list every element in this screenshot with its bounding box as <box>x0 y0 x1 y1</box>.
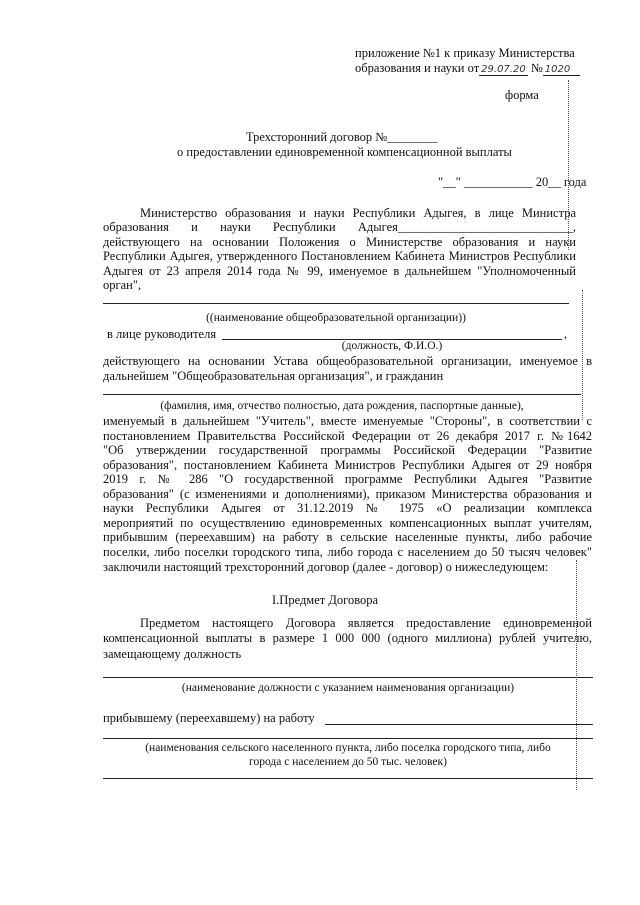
org-name-caption: ((наименование общеобразовательной организации)) <box>206 312 466 324</box>
intro-line: Республики Адыгея, утвержденного Постановлением Кабинета Министров Республики <box>103 249 576 263</box>
citizen-caption: (фамилия, имя, отчество полностью, дата рождения, паспортные данные), <box>160 400 524 412</box>
scan-edge-mark <box>582 290 583 420</box>
citizen-line: мероприятий по осуществлению единовременных компенсационных выплат учителям, <box>103 516 592 530</box>
arrived-label: прибывшему (переехавшему) на работу <box>103 711 315 725</box>
subject-line: Предметом настоящего Договора является предоставление единовременной <box>140 616 592 630</box>
org-head-caption: (должность, Ф.И.О.) <box>341 340 443 352</box>
contract-date-line: "__" ___________ 20__ года <box>438 175 587 189</box>
org-head-prefix: в лице руководителя <box>107 327 217 341</box>
annex-line-1: приложение №1 к приказу Министерства <box>355 46 575 60</box>
scan-edge-mark <box>568 80 569 250</box>
citizen-line: постановлением Правительства Российской Федерации от 26 декабря 2017 г. №1642 <box>103 429 592 443</box>
org-basis-line: действующего на основании Устава общеобразовательной организации, именуемое в <box>103 354 592 368</box>
place-blank <box>103 738 593 739</box>
handwritten-number: 1020 <box>543 64 580 76</box>
arrived-blank <box>325 724 593 725</box>
org-basis-line-last: дальнейшем "Общеобразовательная организация", и гражданин <box>103 369 444 383</box>
citizen-line: "Об утверждении государственной программы Российской Федерации "Развитие <box>103 443 592 457</box>
subject-line-last: замещающему должность <box>103 647 242 661</box>
intro-line-last: орган", <box>103 278 142 292</box>
citizen-line: науки Республики Адыгея от 31.12.2019 № 1975 «О реализации комплекса <box>103 501 592 515</box>
handwritten-date: 29.07.20 <box>481 64 526 75</box>
bottom-blank <box>103 778 593 779</box>
intro-line: Министерство образования и науки Республики Адыгея, в лице Министра <box>140 206 576 220</box>
citizen-line-last: заключили настоящий трехсторонний договор (далее - договор) о нижеследующем: <box>103 560 549 574</box>
contract-subtitle: о предоставлении единовременной компенсационной выплаты <box>177 145 512 159</box>
annex-line-2 <box>355 61 580 77</box>
citizen-blank <box>103 394 581 395</box>
subject-line: компенсационной выплаты в размере 1 000 000 (одного миллиона) рублей учителю, <box>103 631 592 645</box>
org-name-blank <box>103 303 569 304</box>
contract-title: Трехсторонний договор №________ <box>246 130 438 144</box>
citizen-line: образования", постановлением Кабинета Министров Республики Адыгея от 29 ноября <box>103 458 592 472</box>
citizen-line: прибывшим (переехавшим) на работу в сельские населенные пункты, либо рабочие <box>103 530 592 544</box>
intro-line: действующего на основании Положения о Министерстве образования и науки <box>103 235 576 249</box>
position-blank <box>103 677 593 678</box>
scan-edge-mark <box>576 560 577 790</box>
place-caption-line: (наименования сельского населенного пункта, либо поселка городского типа, либо <box>145 742 551 754</box>
position-caption: (наименование должности с указанием наименования организации) <box>181 682 515 694</box>
intro-line: образования и науки Республики Адыгея____________________________, <box>103 220 576 234</box>
intro-line: Адыгея от 23 апреля 2014 года № 99, именуемое в дальнейшем "Уполномоченный <box>103 264 576 278</box>
annex-number-prefix: № <box>530 61 543 75</box>
form-label: форма <box>505 88 539 102</box>
org-name-caption-text: (наименование общеобразовательной организации) <box>209 312 463 324</box>
section-heading: I.Предмет Договора <box>272 593 379 607</box>
citizen-line: именуемый в дальнейшем "Учитель", вместе именуемые "Стороны", в соответствии с <box>103 414 592 428</box>
citizen-line: 2019 г. № 286 "О государственной программе Республики Адыгея "Развитие <box>103 472 592 486</box>
annex-date-prefix: образования и науки от <box>355 61 480 75</box>
org-head-comma: , <box>564 327 568 341</box>
place-caption-line: города с населением до 50 тыс. человек) <box>249 756 447 768</box>
citizen-line: поселки, либо поселки городского типа, либо города с населением до 50 тысяч человек" <box>103 545 592 559</box>
citizen-line: образования" (с изменениями и дополнениями), приказом Министерства образования и <box>103 487 592 501</box>
